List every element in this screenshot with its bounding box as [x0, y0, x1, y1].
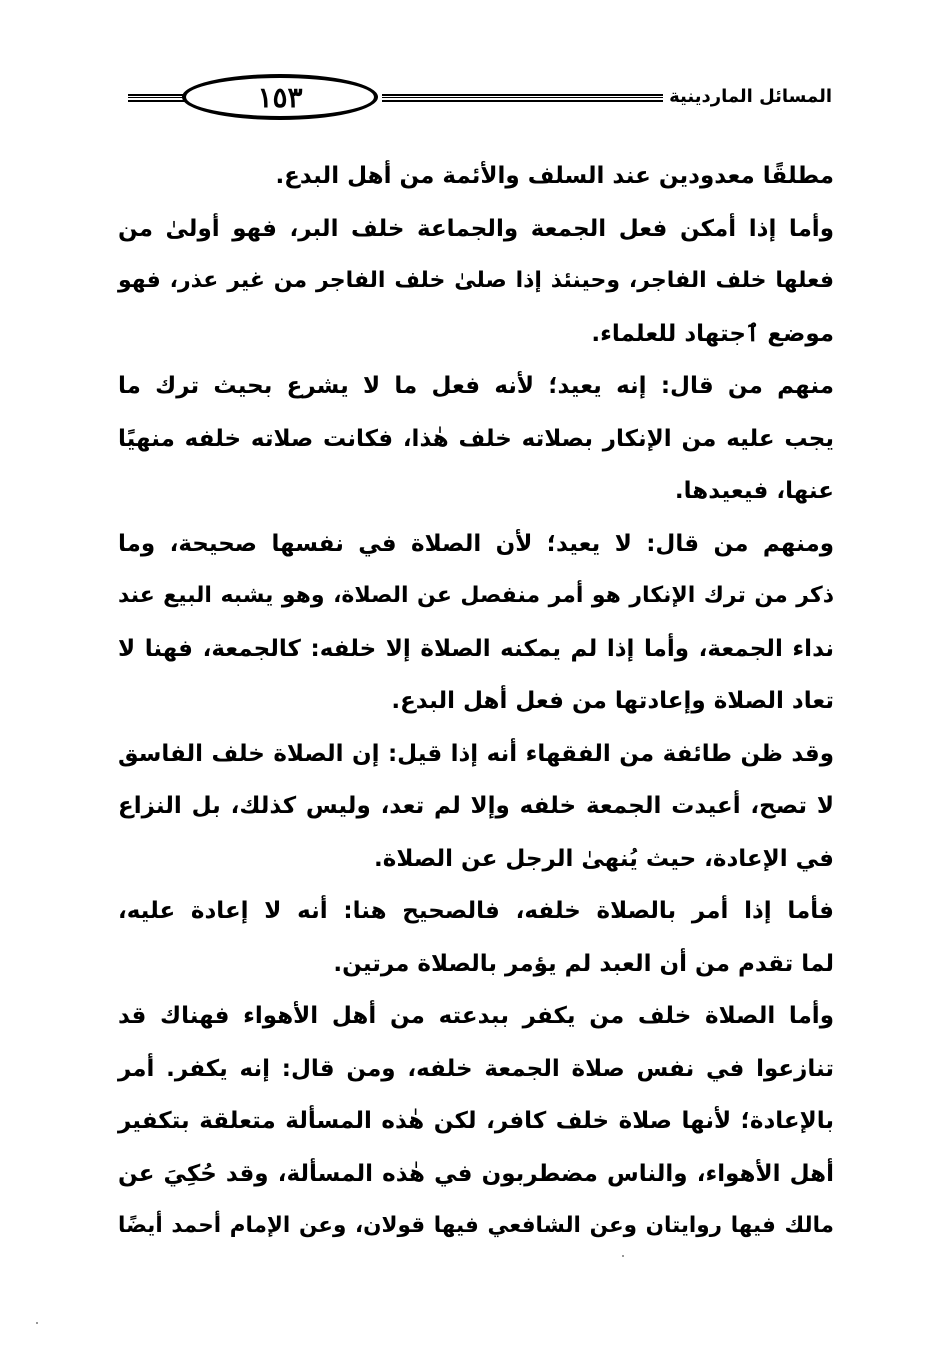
text-line: لا تصح، أعيدت الجمعة خلفه وإلا لم تعد، وليس كذلك، بل النزاع [118, 793, 834, 819]
text-line: بالإعادة؛ لأنها صلاة خلف كافر، لكن هٰذه المسألة متعلقة بتكفير [118, 1108, 834, 1134]
header-rule-left [128, 94, 188, 102]
text-line: فعلها خلف الفاجر، وحينئذ إذا صلىٰ خلف الفاجر من غير عذر، فهو [118, 268, 834, 293]
scan-speck [36, 1322, 38, 1324]
text-line: منهم من قال: إنه يعيد؛ لأنه فعل ما لا يشرع بحيث ترك ما [118, 373, 834, 399]
page-number: ١٥٣ [182, 74, 378, 120]
text-line: وأما الصلاة خلف من يكفر ببدعته من أهل الأهواء فهناك قد [118, 1003, 834, 1029]
text-line: مالك فيها روايتان وعن الشافعي فيها قولان، وعن الإمام أحمد أيضًا [118, 1213, 834, 1238]
text-line: تنازعوا في نفس صلاة الجمعة خلفه، ومن قال: إنه يكفر. أمر [118, 1055, 834, 1082]
text-line: تعاد الصلاة وإعادتها من فعل أهل البدع. [391, 688, 834, 714]
text-line: مطلقًا معدودين عند السلف والأئمة من أهل البدع. [275, 163, 834, 189]
text-line: موضع ٱجتهاد للعلماء. [591, 320, 834, 347]
text-line: أهل الأهواء، والناس مضطربون في هٰذه المسألة، وقد حُكِيَ عن [118, 1160, 834, 1187]
text-line: عنها، فيعيدها. [674, 478, 834, 504]
text-line: وقد ظن طائفة من الفقهاء أنه إذا قيل: إن الصلاة خلف الفاسق [118, 740, 834, 767]
text-line: لما تقدم من أن العبد لم يؤمر بالصلاة مرتين. [333, 950, 834, 977]
text-line: يجب عليه من الإنكار بصلاته خلف هٰذا، فكانت صلاته خلفه منهيًا [118, 425, 834, 452]
text-line: ذكر من ترك الإنكار هو أمر منفصل عن الصلاة، وهو يشبه البيع عند [118, 583, 834, 608]
text-line: في الإعادة، حيث يُنهىٰ الرجل عن الصلاة. [374, 845, 834, 872]
text-line: وأما إذا أمكن فعل الجمعة والجماعة خلف البر، فهو أولىٰ من [118, 215, 834, 242]
body-text [118, 150, 834, 1253]
running-title: المسائل الماردينية [663, 76, 832, 116]
text-line: فأما إذا أمر بالصلاة خلفه، فالصحيح هنا: أنه لا إعادة عليه، [118, 898, 834, 924]
text-line: نداء الجمعة، وأما إذا لم يمكنه الصلاة إلا خلفه: كالجمعة، فهنا لا [118, 635, 834, 662]
page-header [120, 70, 832, 126]
scan-speck [622, 1255, 624, 1257]
text-line: ومنهم من قال: لا يعيد؛ لأن الصلاة في نفسها صحيحة، وما [118, 530, 834, 557]
